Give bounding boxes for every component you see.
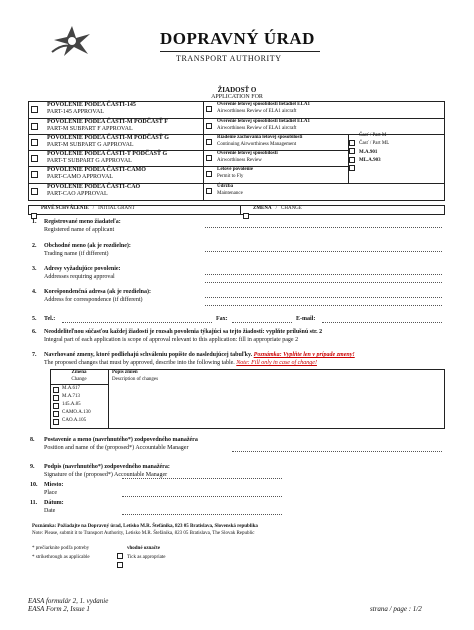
signature-input-11[interactable] bbox=[122, 508, 282, 515]
checkbox[interactable] bbox=[206, 123, 212, 129]
field-input-2[interactable] bbox=[205, 245, 442, 252]
signature-label-en-8: Position and name of the (proposed*) Accountable Manager bbox=[44, 445, 189, 451]
checkbox[interactable] bbox=[31, 188, 38, 195]
signature-input-10[interactable] bbox=[122, 490, 282, 497]
form-page: DOPRAVNÝ ÚRAD TRANSPORT AUTHORITY ŽIADOSŤ O APPLICATION FOR POVOLENIE PODĽA ČASTI-145 PART-145 APPROVAL POVOLENIE PODĽA ČASTI-M PODČASŤ F PART-M SUBPART F APPROVAL POVOLENIE PODĽA ČASTI-M PODČASŤ G PART-M SUBPART G APPROVAL POVOLENIE PODĽA ČASTI-T PODČASŤ G PART-T SUBPART G APPROVAL POVOLENIE PODĽA ČASTI-CAMO PART-CAMO APPROVAL POVOLENIE PODĽA ČASTI-CAO PART-CAO APPROVAL Overenie letovej spôsobilosti lietadiel ELA1 Airworthiness Review of ELA1 aircraft Overenie letovej spôsobilosti lietadiel ELA1 Airworthiness Review of ELA1 aircraft Riadenie zachovania letovej spôsobilosti Continuing Airworthiness Management Overenie letovej spôsobilosti Airworthiness Review Letové povolenie Permit to Fly Údržba Maintenance $^{Časť / Part M}$ $^{Časť / Part ML}$ $^{M.A.901}$ $^{ML.A.903}$ $^{PRVÉ SCHVÁLENIE}$ / $^{INITIAL GRANT}$ $^{ZMENA}$ / $^{CHANGE}$ 1. Registrované meno žiadateľa: Registered name of applicant 2. Obchodné meno (ak je rozdielne): Trading name (if different) 3. Adresy vyžadujúce povolenie: Addresses requiring approval 4. Korešpondenčná adresa (ak je rozdielna): Address for correspondence (if different) 5. Tel.: Fax: E-mail: 6. Neoddeliteľnou súčasťou každej žiadosti je rozsah povolenia týkajúci sa tejto žiadosti: vyplňte prílušnú str. 2 Integral part of each application is scope of approval relevant to this application: fill in appropriate page 2 7. Navrhované zmeny, ktoré podliehajú schváleniu popíšte do nasledujúcej tabuľky. Poznámka: Vyplňte len v prípade zmeny! The proposed changes that must by approved, describe into the following table. Note: Fill only in case of change! Zmena Change Popis zmien Description of changes M.A.617 M.A.713 145.A.85 CAMO.A.130 CAO.A.105 8. Postavenie a meno (navrhnutého*) zodpovedného manažéra Position and name of the (proposed*) Accountable Manager 9. Podpis (navrhnutého*) zodpovedného manažéra: Signature of the (proposed*) Accountable Manager 10. Miesto: Place 11. Dátum: Date Poznámka: Požiadajte na Dopravný úrad, Letisko M.R. Štefánika, 823 05 Bratislava, Slovenská republika Note: Please, submit it to Transport Authority, Letisko M.R. Štefánika, 823 05 Bratislava, The Slovak Republic * prečiarknite podľa potreby $^{vhodné označte}$ * strikethrough as applicable $^{Tick as appropriate}$ EASA formulár 2, 1. vydanie EASA Form 2, Issue 1 strana / page : 1/2 bbox=[0, 0, 474, 630]
authority-title: DOPRAVNÝ ÚRAD bbox=[160, 29, 315, 48]
changes-text-en: The proposed changes that must by approved, describe into the following table. Note: Fill only in case of change! bbox=[44, 360, 317, 366]
tel-label: Tel.: bbox=[44, 316, 56, 322]
signature-label-8: Postavenie a meno (navrhnutého*) zodpovedného manažéra bbox=[44, 437, 198, 443]
field-input-4-line2[interactable] bbox=[205, 299, 442, 306]
checkbox[interactable] bbox=[31, 155, 38, 162]
field-input-3-line2[interactable] bbox=[205, 276, 442, 283]
authority-logo-icon bbox=[50, 22, 94, 60]
signature-label-en-9: Signature of the (proposed*) Accountable Manager bbox=[44, 472, 168, 478]
initial-grant-option[interactable]: $^{PRVÉ SCHVÁLENIE}$ / $^{INITIAL GRANT}$ bbox=[31, 206, 135, 224]
legend-strike-sk: * prečiarknite podľa potreby bbox=[32, 546, 90, 551]
checkbox[interactable] bbox=[206, 155, 212, 161]
scope-text-sk: Neoddeliteľnou súčasťou každej žiadosti je rozsah povolenia týkajúci sa tejto žiadosti: vyplňte prílušnú str. 2 bbox=[44, 329, 323, 335]
tel-field[interactable] bbox=[62, 316, 212, 323]
checkbox[interactable] bbox=[206, 188, 212, 194]
field-label-3: Adresy vyžadujúce povolenie: bbox=[44, 266, 121, 272]
field-input-1[interactable] bbox=[205, 221, 442, 228]
field-label-2: Obchodné meno (ak je rozdielne): bbox=[44, 243, 131, 249]
field-label-en-4: Address for correspondence (if different) bbox=[44, 297, 143, 303]
legend-tick-en: Tick as appropriate bbox=[117, 555, 165, 573]
application-heading-sk: ŽIADOSŤ O bbox=[217, 86, 257, 94]
subpart-ma901[interactable]: M.A.901 bbox=[349, 150, 377, 168]
scope-text-en: Integral part of each application is scope of approval relevant to this application: fill in appropriate page 2 bbox=[44, 337, 299, 343]
subpart-part-ml[interactable]: Časť / Part ML bbox=[349, 141, 389, 159]
checkbox[interactable] bbox=[206, 139, 212, 145]
legend-tick-sk: vhodné označte bbox=[117, 546, 160, 564]
field-label-en-3: Addresses requiring approval bbox=[44, 274, 115, 280]
page-number: strana / page : 1/2 bbox=[370, 605, 422, 613]
subpart-part-m[interactable]: Časť / Part M bbox=[349, 133, 386, 151]
field-input-3[interactable] bbox=[205, 268, 442, 275]
checkbox[interactable] bbox=[31, 123, 38, 130]
field-label-4: Korešpondenčná adresa (ak je rozdielna): bbox=[44, 289, 152, 295]
footnote-en: Note: Please, submit it to Transport Authority, Letisko M.R. Štefánika, 823 05 Bratislava, The Slovak Republic bbox=[32, 531, 255, 536]
footer-form-en: EASA Form 2, Issue 1 bbox=[28, 605, 90, 613]
signature-label-10: Miesto: bbox=[44, 482, 64, 488]
changes-table bbox=[50, 369, 445, 429]
application-heading-en: APPLICATION FOR bbox=[211, 94, 263, 100]
checkbox[interactable] bbox=[31, 171, 38, 178]
signature-label-11: Dátum: bbox=[44, 500, 64, 506]
checkbox[interactable] bbox=[53, 395, 59, 401]
checkbox[interactable] bbox=[31, 139, 38, 146]
signature-label-9: Podpis (navrhnutého*) zodpovedného manažéra: bbox=[44, 464, 170, 470]
signature-input-8[interactable] bbox=[232, 445, 442, 452]
change-option[interactable]: $^{ZMENA}$ / $^{CHANGE}$ bbox=[243, 206, 302, 224]
footnote-sk: Poznámka: Požiadajte na Dopravný úrad, Letisko M.R. Štefánika, 823 05 Bratislava, Slovenská republika bbox=[32, 524, 258, 529]
signature-input-9[interactable] bbox=[122, 472, 282, 479]
email-field[interactable] bbox=[322, 316, 442, 323]
subpart-mla903[interactable]: ML.A.903 bbox=[349, 158, 381, 176]
changes-note-sk: Poznámka: Vyplňte len v prípade zmeny! bbox=[253, 352, 355, 358]
footer-form-sk: EASA formulár 2, 1. vydanie bbox=[28, 597, 109, 605]
checkbox[interactable] bbox=[243, 213, 249, 219]
checkbox[interactable] bbox=[349, 165, 355, 171]
email-label: E-mail: bbox=[296, 316, 316, 322]
checkbox[interactable] bbox=[53, 403, 59, 409]
signature-label-en-11: Date bbox=[44, 508, 56, 514]
fax-field[interactable] bbox=[232, 316, 292, 323]
authority-subtitle: TRANSPORT AUTHORITY bbox=[176, 54, 282, 63]
checkbox[interactable] bbox=[206, 171, 212, 177]
changes-note-en: Note: Fill only in case of change! bbox=[236, 360, 317, 366]
signature-label-en-10: Place bbox=[44, 490, 57, 496]
field-label-en-1: Registered name of applicant bbox=[44, 227, 115, 233]
field-label-1: Registrované meno žiadateľa: bbox=[44, 219, 121, 225]
checkbox[interactable] bbox=[53, 411, 59, 417]
checkbox[interactable] bbox=[206, 106, 212, 112]
checkbox[interactable] bbox=[53, 419, 59, 425]
changes-text-sk: Navrhované zmeny, ktoré podliehajú schváleniu popíšte do nasledujúcej tabuľky. Poznámka: Vyplňte len v prípade zmeny! bbox=[44, 352, 355, 358]
checkbox[interactable] bbox=[53, 387, 59, 393]
fax-label: Fax: bbox=[216, 316, 228, 322]
legend-strike-en: * strikethrough as applicable bbox=[32, 555, 90, 560]
checkbox[interactable] bbox=[31, 106, 38, 113]
field-label-en-2: Trading name (if different) bbox=[44, 251, 109, 257]
field-input-4[interactable] bbox=[205, 291, 442, 298]
